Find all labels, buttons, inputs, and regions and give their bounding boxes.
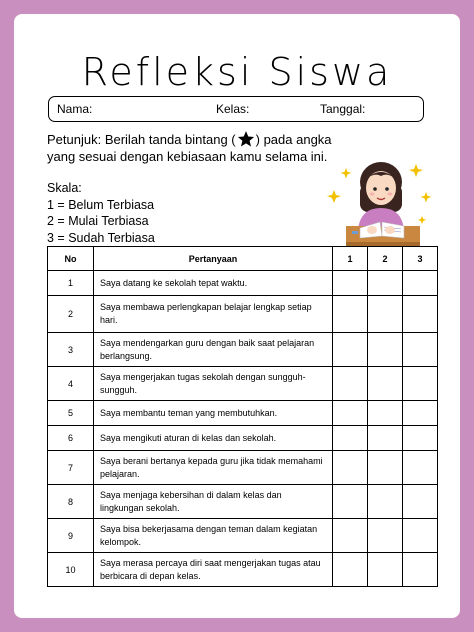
table-row — [48, 426, 438, 451]
header-score-3: 3 — [403, 247, 438, 271]
scale-item: 1 = Belum Terbiasa — [47, 197, 155, 212]
score-cell-3[interactable] — [403, 296, 438, 333]
score-cell-3[interactable] — [403, 333, 438, 367]
score-cell-2[interactable] — [368, 519, 403, 553]
student-studying-illustration — [326, 154, 436, 254]
row-number: 6 — [48, 426, 94, 451]
row-number: 8 — [48, 485, 94, 519]
scale-item: 3 = Sudah Terbiasa — [47, 230, 155, 245]
score-cell-2[interactable] — [368, 367, 403, 401]
header-score-1: 1 — [333, 247, 368, 271]
question-text: Saya mendengarkan guru dengan baik saat pelajaran berlangsung. — [94, 333, 333, 367]
table-header-row — [48, 247, 438, 271]
score-cell-3[interactable] — [403, 426, 438, 451]
score-cell-2[interactable] — [368, 296, 403, 333]
score-cell-2[interactable] — [368, 485, 403, 519]
score-cell-3[interactable] — [403, 271, 438, 296]
scale-item: 2 = Mulai Terbiasa — [47, 214, 149, 228]
row-number: 3 — [48, 333, 94, 367]
question-text: Saya merasa percaya diri saat mengerjakan tugas atau berbicara di depan kelas. — [94, 553, 333, 587]
score-cell-3[interactable] — [403, 367, 438, 401]
instructions — [47, 130, 347, 165]
student-info-box — [48, 96, 424, 122]
worksheet — [14, 14, 460, 618]
score-cell-1[interactable] — [333, 296, 368, 333]
table-row — [48, 553, 438, 587]
score-cell-2[interactable] — [368, 401, 403, 426]
question-text: Saya bisa bekerjasama dengan teman dalam kegiatan kelompok. — [94, 519, 333, 553]
question-text: Saya mengikuti aturan di kelas dan sekolah. — [94, 426, 333, 451]
name-label: Nama: — [57, 102, 93, 116]
score-cell-3[interactable] — [403, 401, 438, 426]
table-row — [48, 485, 438, 519]
date-label: Tanggal: — [320, 102, 366, 116]
table-row — [48, 401, 438, 426]
instruction-text-before: Petunjuk: Berilah tanda bintang ( — [47, 132, 236, 147]
instruction-text-after: ) pada angka yang sesuai dengan kebiasaan kamu selama ini. — [47, 132, 332, 164]
table-row — [48, 451, 438, 485]
table-row — [48, 271, 438, 296]
row-number: 5 — [48, 401, 94, 426]
table-row — [48, 296, 438, 333]
row-number: 10 — [48, 553, 94, 587]
table-row — [48, 333, 438, 367]
question-text: Saya menjaga kebersihan di dalam kelas dan lingkungan sekolah. — [94, 485, 333, 519]
score-cell-2[interactable] — [368, 271, 403, 296]
row-number: 2 — [48, 296, 94, 333]
header-no: No — [48, 247, 94, 271]
page-title: Refleksi Siswa — [81, 50, 393, 94]
scale-legend — [47, 180, 155, 246]
header-question: Pertanyaan — [94, 247, 333, 271]
score-cell-1[interactable] — [333, 367, 368, 401]
question-text: Saya membawa perlengkapan belajar lengkap setiap hari. — [94, 296, 333, 333]
score-cell-3[interactable] — [403, 553, 438, 587]
question-text: Saya mengerjakan tugas sekolah dengan sungguh-sungguh. — [94, 367, 333, 401]
score-cell-1[interactable] — [333, 553, 368, 587]
header-score-2: 2 — [368, 247, 403, 271]
row-number: 4 — [48, 367, 94, 401]
score-cell-2[interactable] — [368, 553, 403, 587]
score-cell-3[interactable] — [403, 519, 438, 553]
reflection-table — [47, 246, 438, 587]
score-cell-1[interactable] — [333, 519, 368, 553]
star-icon — [237, 130, 255, 148]
score-cell-1[interactable] — [333, 485, 368, 519]
score-cell-1[interactable] — [333, 271, 368, 296]
question-text: Saya berani bertanya kepada guru jika tidak memahami pelajaran. — [94, 451, 333, 485]
table-row — [48, 519, 438, 553]
table-row — [48, 367, 438, 401]
row-number: 1 — [48, 271, 94, 296]
question-text: Saya datang ke sekolah tepat waktu. — [94, 271, 333, 296]
score-cell-1[interactable] — [333, 333, 368, 367]
score-cell-1[interactable] — [333, 401, 368, 426]
score-cell-1[interactable] — [333, 426, 368, 451]
row-number: 7 — [48, 451, 94, 485]
score-cell-3[interactable] — [403, 451, 438, 485]
row-number: 9 — [48, 519, 94, 553]
scale-title: Skala: — [47, 181, 82, 195]
score-cell-1[interactable] — [333, 451, 368, 485]
score-cell-3[interactable] — [403, 485, 438, 519]
score-cell-2[interactable] — [368, 333, 403, 367]
question-text: Saya membantu teman yang membutuhkan. — [94, 401, 333, 426]
class-label: Kelas: — [216, 102, 250, 116]
score-cell-2[interactable] — [368, 451, 403, 485]
score-cell-2[interactable] — [368, 426, 403, 451]
